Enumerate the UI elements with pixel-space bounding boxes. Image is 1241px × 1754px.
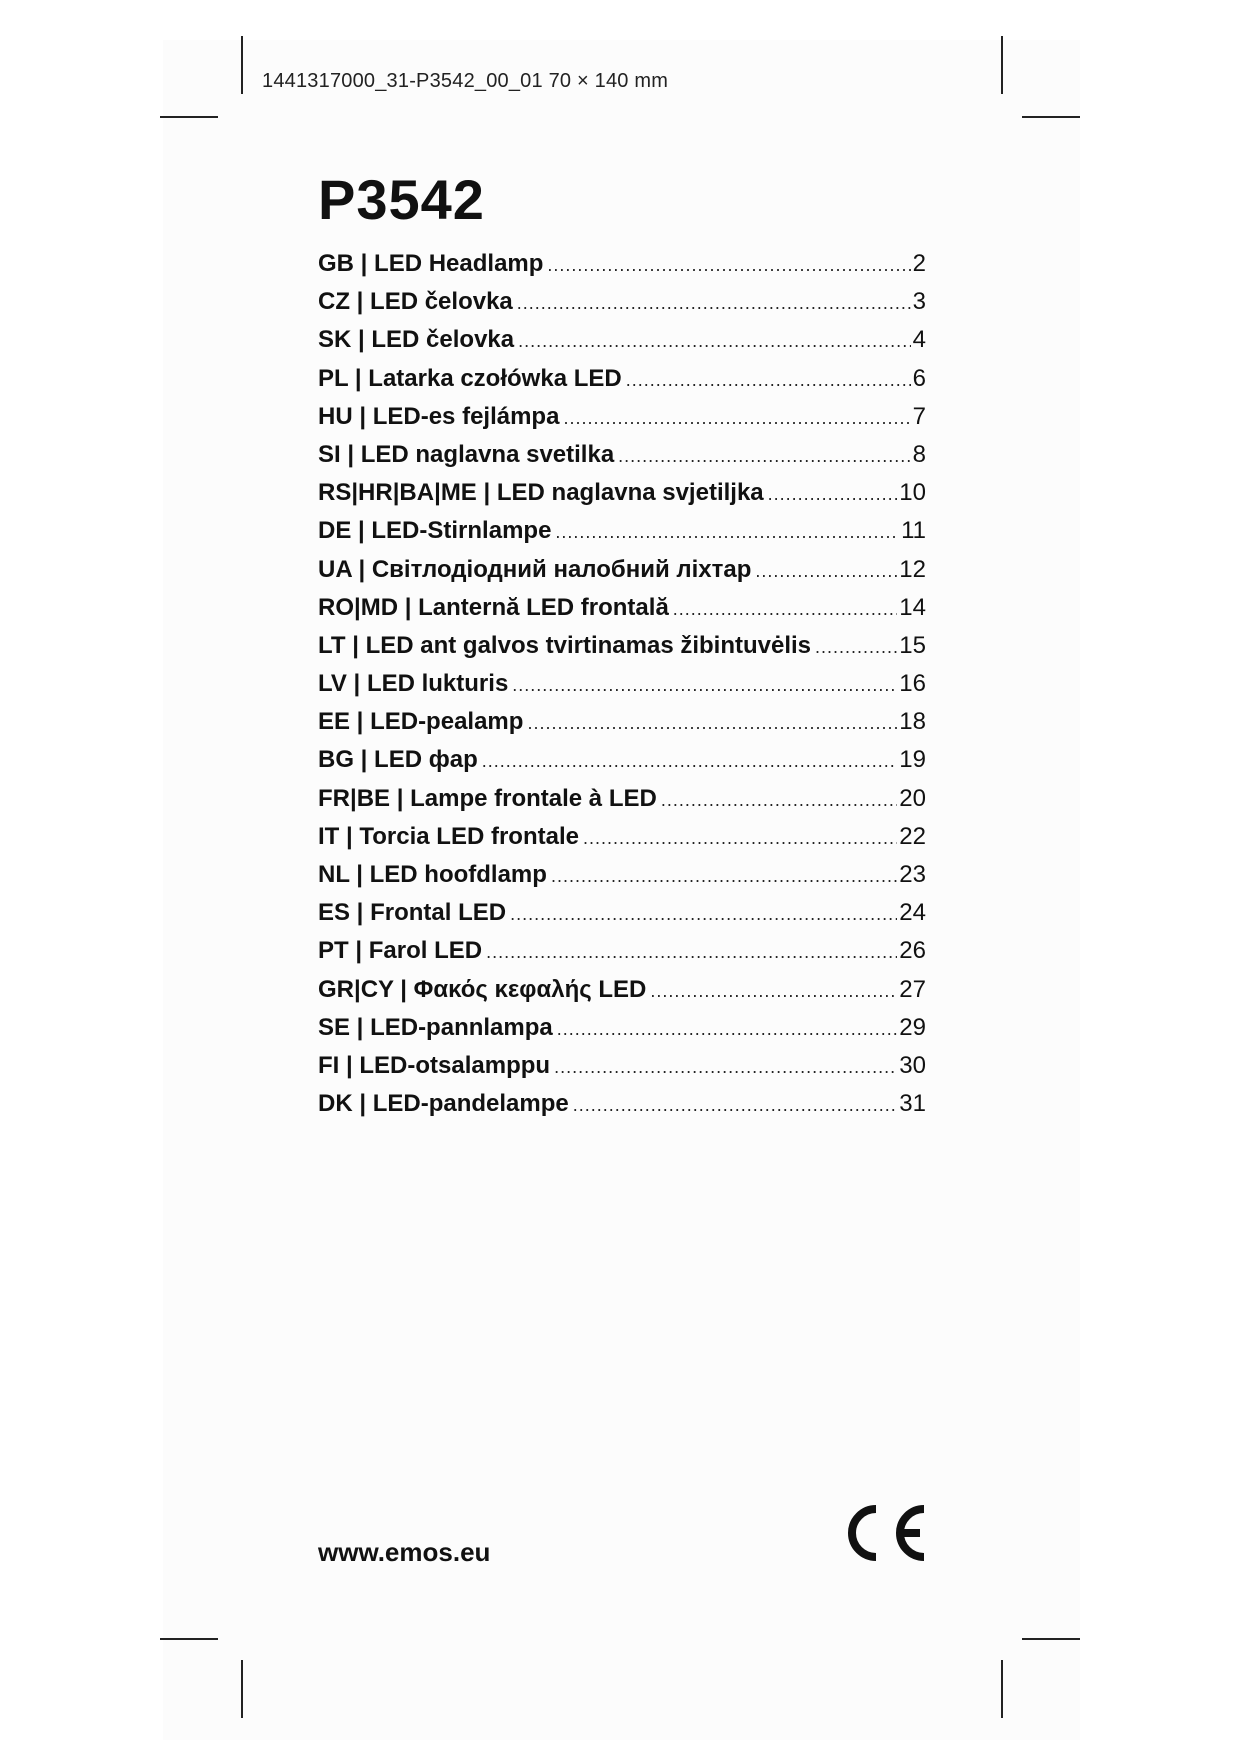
- ce-mark-icon: [842, 1501, 930, 1565]
- toc-entry-page: 12: [899, 555, 926, 583]
- toc-leader-dots: [815, 637, 897, 658]
- toc-entry[interactable]: [318, 479, 926, 517]
- toc-leader-dots: [673, 599, 898, 620]
- toc-entry-label: RO|MD | Lanternă LED frontală: [318, 593, 669, 621]
- toc-entry-page: 8: [912, 440, 926, 468]
- toc-entry[interactable]: [318, 594, 926, 632]
- toc-entry[interactable]: [318, 1014, 926, 1052]
- toc-entry-label: EE | LED-pealamp: [318, 708, 524, 736]
- toc-leader-dots: [563, 408, 910, 429]
- toc-entry-page: 10: [899, 479, 926, 507]
- toc-entry[interactable]: [318, 556, 926, 594]
- toc-entry[interactable]: [318, 823, 926, 861]
- toc-entry-page: 14: [899, 593, 926, 621]
- toc-entry-label: SI | LED naglavna svetilka: [318, 440, 615, 468]
- toc-leader-dots: [573, 1095, 898, 1116]
- toc-entry-page: 18: [899, 708, 926, 736]
- toc-leader-dots: [518, 331, 911, 352]
- toc-entry-label: DK | LED-pandelampe: [318, 1090, 569, 1118]
- toc-entry-label: SK | LED čelovka: [318, 326, 515, 354]
- toc-entry-label: LV | LED lukturis: [318, 670, 509, 698]
- toc-entry[interactable]: [318, 861, 926, 899]
- toc-entry-page: 26: [899, 937, 926, 965]
- toc-entry-label: SE | LED-pannlampa: [318, 1013, 553, 1041]
- crop-mark-bottom-left-horizontal: [160, 1638, 218, 1640]
- toc-entry-label: HU | LED-es fejlámpa: [318, 402, 560, 430]
- toc-entry[interactable]: [318, 1090, 926, 1128]
- toc-leader-dots: [626, 370, 911, 391]
- toc-leader-dots: [557, 1019, 898, 1040]
- toc-entry-page: 7: [912, 402, 926, 430]
- toc-leader-dots: [755, 561, 897, 582]
- toc-entry-page: 2: [912, 250, 926, 277]
- toc-entry[interactable]: [318, 403, 926, 441]
- crop-mark-top-left-horizontal: [160, 116, 218, 118]
- toc-entry-page: 29: [899, 1013, 926, 1041]
- toc-entry-page: 3: [912, 288, 926, 316]
- toc-entry-page: 4: [912, 326, 926, 354]
- toc-entry-page: 27: [899, 975, 926, 1003]
- toc-leader-dots: [555, 522, 899, 543]
- toc-entry[interactable]: [318, 937, 926, 975]
- toc-leader-dots: [650, 981, 897, 1002]
- toc-leader-dots: [517, 293, 911, 314]
- toc-entry-page: 31: [899, 1090, 926, 1118]
- crop-mark-top-right-horizontal: [1022, 116, 1080, 118]
- toc-entry-label: UA | Світлодіодний налобний ліхтар: [318, 555, 752, 583]
- toc-entry-label: DE | LED-Stirnlampe: [318, 517, 552, 545]
- toc-entry[interactable]: [318, 250, 926, 288]
- crop-mark-top-right-vertical: [1001, 36, 1003, 94]
- toc-leader-dots: [512, 675, 897, 696]
- toc-entry-page: 30: [899, 1051, 926, 1079]
- toc-entry-label: FI | LED-otsalamppu: [318, 1051, 551, 1079]
- toc-entry[interactable]: [318, 670, 926, 708]
- toc-entry[interactable]: [318, 785, 926, 823]
- toc-entry[interactable]: [318, 899, 926, 937]
- toc-entry-page: 16: [899, 670, 926, 698]
- toc-entry-page: 23: [899, 861, 926, 888]
- crop-mark-bottom-right-horizontal: [1022, 1638, 1080, 1640]
- toc-leader-dots: [618, 446, 910, 467]
- table-of-contents: [318, 250, 926, 1128]
- toc-entry-label: BG | LED фар: [318, 746, 478, 774]
- toc-entry-label: GR|CY | Φακός κεφαλής LED: [318, 975, 647, 1003]
- toc-leader-dots: [768, 484, 898, 505]
- toc-entry[interactable]: [318, 365, 926, 403]
- toc-entry[interactable]: [318, 976, 926, 1014]
- toc-leader-dots: [551, 866, 897, 887]
- toc-leader-dots: [482, 751, 898, 772]
- toc-entry[interactable]: [318, 326, 926, 364]
- toc-entry-page: 19: [899, 746, 926, 774]
- toc-entry-label: NL | LED hoofdlamp: [318, 861, 547, 888]
- toc-entry-label: ES | Frontal LED: [318, 899, 507, 927]
- toc-leader-dots: [486, 942, 897, 963]
- toc-leader-dots: [510, 904, 897, 925]
- toc-entry-label: PL | Latarka czołówka LED: [318, 364, 622, 392]
- toc-entry[interactable]: [318, 746, 926, 784]
- toc-leader-dots: [661, 790, 897, 811]
- website-link[interactable]: www.emos.eu: [318, 1537, 491, 1567]
- product-title: P3542: [318, 168, 485, 231]
- toc-leader-dots: [547, 255, 910, 276]
- toc-entry-page: 22: [899, 822, 926, 850]
- toc-entry-label: CZ | LED čelovka: [318, 288, 513, 316]
- toc-leader-dots: [527, 713, 897, 734]
- crop-mark-bottom-right-vertical: [1001, 1660, 1003, 1718]
- toc-entry[interactable]: [318, 1052, 926, 1090]
- toc-entry[interactable]: [318, 288, 926, 326]
- toc-entry-label: FR|BE | Lampe frontale à LED: [318, 784, 657, 812]
- toc-entry-label: GB | LED Headlamp: [318, 250, 544, 277]
- toc-entry[interactable]: [318, 708, 926, 746]
- toc-entry[interactable]: [318, 632, 926, 670]
- toc-entry-page: 11: [901, 517, 926, 545]
- toc-entry-label: LT | LED ant galvos tvirtinamas žibintuvėlis: [318, 631, 812, 659]
- toc-entry-label: RS|HR|BA|ME | LED naglavna svjetiljka: [318, 479, 764, 507]
- toc-entry-page: 20: [899, 784, 926, 812]
- toc-entry-page: 6: [912, 364, 926, 392]
- toc-entry[interactable]: [318, 517, 926, 555]
- toc-entry-page: 15: [899, 631, 926, 659]
- toc-entry-label: PT | Farol LED: [318, 937, 483, 965]
- toc-leader-dots: [583, 828, 897, 849]
- toc-entry[interactable]: [318, 441, 926, 479]
- crop-mark-top-left-vertical: [241, 36, 243, 94]
- toc-entry-label: IT | Torcia LED frontale: [318, 822, 579, 850]
- crop-mark-bottom-left-vertical: [241, 1660, 243, 1718]
- toc-entry-page: 24: [899, 899, 926, 927]
- job-info: 1441317000_31-P3542_00_01 70 × 140 mm: [262, 70, 669, 92]
- toc-leader-dots: [554, 1057, 897, 1078]
